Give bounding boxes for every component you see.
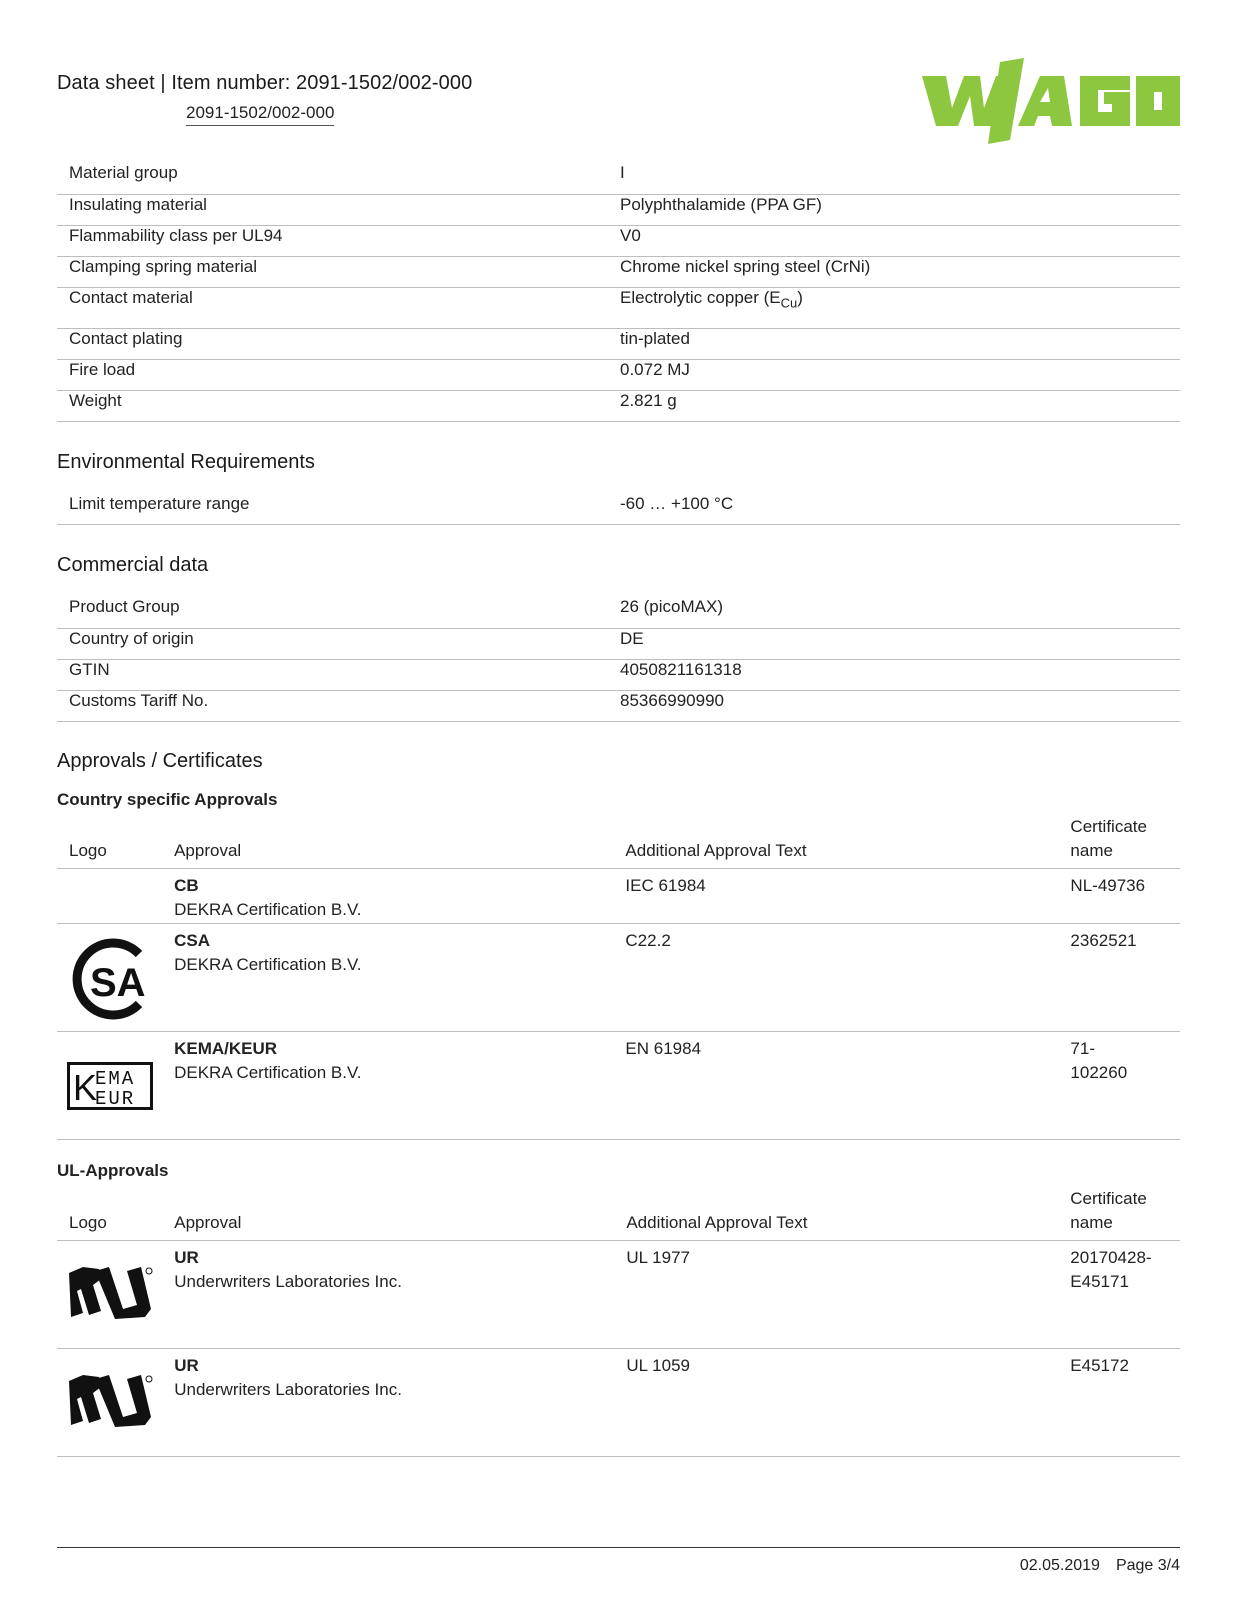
col-header-additional: Additional Approval Text <box>626 1186 1070 1240</box>
approval-cell <box>174 868 625 923</box>
approval-name: UR <box>174 1355 199 1375</box>
row-label: Weight <box>57 390 620 421</box>
certificate-name: NL-49736 <box>1070 868 1180 923</box>
kema-keur-logo-icon <box>67 1062 153 1110</box>
row-value: V0 <box>620 225 1180 256</box>
row-value <box>620 287 1180 328</box>
value-end: ) <box>797 287 803 307</box>
logo-cell <box>57 1240 174 1348</box>
value-subscript: Cu <box>780 294 798 310</box>
row-value: -60 … +100 °C <box>620 494 1180 524</box>
row-label: Insulating material <box>57 194 620 225</box>
additional-text: C22.2 <box>625 923 1070 1031</box>
section-title-commercial: Commercial data <box>57 554 209 576</box>
ul-recognized-logo-icon <box>67 1373 155 1429</box>
approval-org: Underwriters Laboratories Inc. <box>174 1271 402 1291</box>
row-label: Customs Tariff No. <box>57 690 620 721</box>
additional-text: UL 1059 <box>626 1348 1070 1456</box>
row-value: Chrome nickel spring steel (CrNi) <box>620 256 1180 287</box>
approval-org: DEKRA Certification B.V. <box>174 954 362 974</box>
row-label: Fire load <box>57 359 620 390</box>
row-value: I <box>620 163 1180 194</box>
row-label: Clamping spring material <box>57 256 620 287</box>
table-row <box>57 868 1180 923</box>
col-header-approval: Approval <box>174 814 625 868</box>
certificate-name: E45172 <box>1070 1348 1180 1456</box>
col-header-logo: Logo <box>57 814 174 868</box>
table-row <box>57 1348 1180 1456</box>
certificate-name: 71- 102260 <box>1070 1031 1180 1139</box>
additional-text: IEC 61984 <box>625 868 1070 923</box>
row-label: Material group <box>57 163 620 194</box>
approval-name: KEMA/KEUR <box>174 1038 278 1058</box>
svg-text:EUR: EUR <box>95 1087 136 1110</box>
row-label: Flammability class per UL94 <box>57 225 620 256</box>
row-value: 4050821161318 <box>620 659 1180 690</box>
certificate-name: 2362521 <box>1070 923 1180 1031</box>
approval-org: DEKRA Certification B.V. <box>174 1062 362 1082</box>
logo-cell <box>57 923 174 1031</box>
row-value: 0.072 MJ <box>620 359 1180 390</box>
row-label: GTIN <box>57 659 620 690</box>
document-header <box>57 72 472 126</box>
row-value: 85366990990 <box>620 690 1180 721</box>
additional-text: EN 61984 <box>625 1031 1070 1139</box>
ul-approvals-table <box>57 1186 1180 1457</box>
approval-cell <box>174 1348 626 1456</box>
approval-cell <box>174 1031 625 1139</box>
table-row <box>57 923 1180 1031</box>
logo-cell <box>57 1348 174 1456</box>
row-value: 2.821 g <box>620 390 1180 421</box>
item-number-link[interactable]: 2091-1502/002-000 <box>186 103 334 126</box>
section-title-approvals: Approvals / Certificates <box>57 750 263 772</box>
material-table <box>57 163 1180 422</box>
row-value: 26 (picoMAX) <box>620 597 1180 628</box>
table-row <box>57 1240 1180 1348</box>
footer-divider <box>57 1547 1180 1548</box>
row-label: Contact plating <box>57 328 620 359</box>
section-title-environmental: Environmental Requirements <box>57 451 315 473</box>
logo-cell <box>57 1031 174 1139</box>
col-header-approval: Approval <box>174 1186 626 1240</box>
footer-date: 02.05.2019 <box>1019 1557 1100 1574</box>
country-approvals-table <box>57 814 1180 1140</box>
csa-logo-icon <box>71 936 151 1022</box>
approval-org: DEKRA Certification B.V. <box>174 899 362 919</box>
approval-cell <box>174 1240 626 1348</box>
table-row <box>57 1031 1180 1139</box>
additional-text: UL 1977 <box>626 1240 1070 1348</box>
footer-page-number: Page 3/4 <box>1115 1557 1180 1574</box>
col-header-logo: Logo <box>57 1186 174 1240</box>
commercial-table <box>57 597 1180 722</box>
svg-text:K: K <box>73 1066 98 1108</box>
col-header-certificate: Certificate name <box>1070 1186 1180 1240</box>
document-title: Data sheet | Item number: 2091-1502/002-000 <box>57 72 473 94</box>
row-label: Country of origin <box>57 628 620 659</box>
approval-name: UR <box>174 1247 199 1267</box>
row-value: DE <box>620 628 1180 659</box>
environmental-table <box>57 494 1180 525</box>
page-footer <box>1020 1557 1180 1575</box>
col-header-certificate: Certificate name <box>1070 814 1180 868</box>
approval-org: Underwriters Laboratories Inc. <box>174 1379 402 1399</box>
logo-cell <box>57 868 174 923</box>
approval-cell <box>174 923 625 1031</box>
row-label: Limit temperature range <box>57 494 620 524</box>
row-value: Polyphthalamide (PPA GF) <box>620 194 1180 225</box>
subsection-title-ul: UL-Approvals <box>57 1161 169 1180</box>
value-text: Electrolytic copper (E <box>620 287 781 307</box>
svg-text:EMA: EMA <box>95 1067 136 1090</box>
approval-name: CB <box>174 875 199 895</box>
subsection-title-country: Country specific Approvals <box>57 790 278 809</box>
row-value: tin-plated <box>620 328 1180 359</box>
col-header-additional: Additional Approval Text <box>625 814 1070 868</box>
svg-text:SA: SA <box>90 960 146 1005</box>
approval-name: CSA <box>174 930 210 950</box>
row-label: Product Group <box>57 597 620 628</box>
certificate-name: 20170428- E45171 <box>1070 1240 1180 1348</box>
ul-recognized-logo-icon <box>67 1265 155 1321</box>
wago-logo <box>922 58 1180 144</box>
row-label: Contact material <box>57 287 620 328</box>
